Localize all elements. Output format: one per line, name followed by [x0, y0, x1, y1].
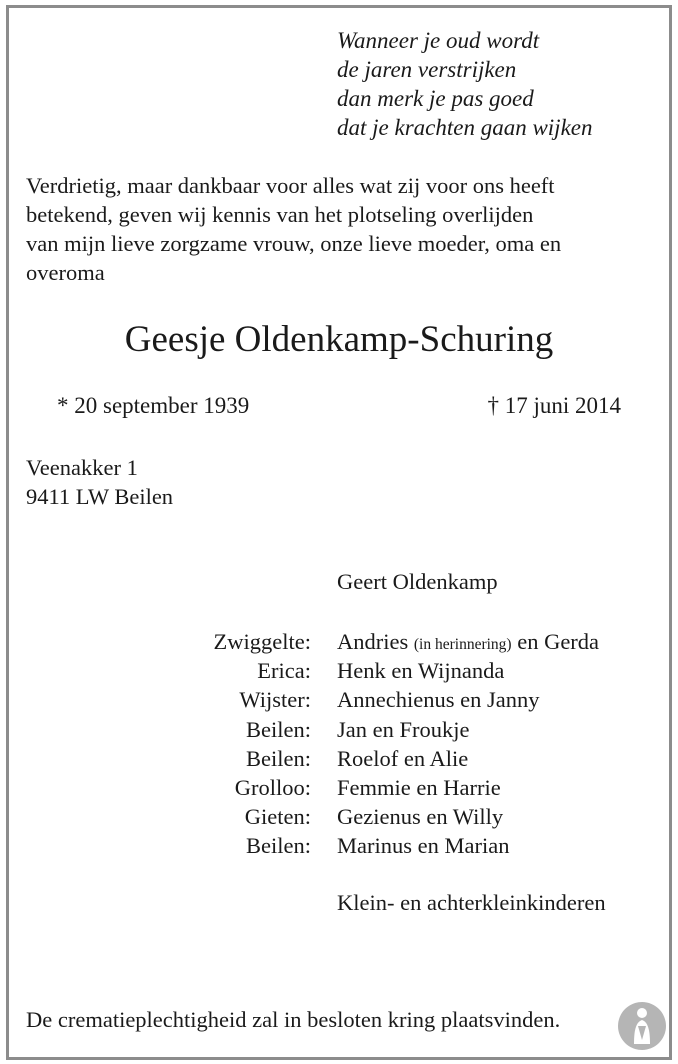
family-row — [0, 802, 678, 831]
family-place: Wijster: — [239, 687, 311, 713]
family-place: Grolloo: — [234, 774, 311, 800]
family-list — [0, 627, 678, 861]
poem-line: Wanneer je oud wordt — [337, 28, 540, 53]
family-place: Gieten: — [244, 804, 311, 830]
family-row — [0, 715, 678, 744]
family-names: Roelof en Alie — [337, 745, 469, 771]
family-row — [0, 656, 678, 685]
address-street: Veenakker 1 — [26, 455, 138, 480]
family-names — [337, 627, 599, 659]
poem-line: dat je krachten gaan wijken — [337, 115, 593, 140]
family-names: Jan en Froukje — [337, 716, 470, 742]
family-names: Gezienus en Willy — [337, 804, 504, 830]
family-names: Marinus en Marian — [337, 833, 510, 859]
birth-date: * 20 september 1939 — [57, 393, 250, 418]
family-names: Annechienus en Janny — [337, 687, 540, 713]
intro-text — [26, 171, 658, 287]
death-date: † 17 juni 2014 — [487, 393, 621, 418]
intro-line: overoma — [26, 260, 105, 285]
family-row — [0, 831, 678, 860]
family-row — [0, 627, 678, 656]
family-row — [0, 685, 678, 714]
deceased-name: Geesje Oldenkamp-Schuring — [124, 319, 554, 360]
memorial-logo-icon — [616, 1000, 668, 1052]
poem-line: de jaren verstrijken — [337, 57, 517, 82]
family-names: Femmie en Harrie — [337, 774, 501, 800]
family-place: Zwiggelte: — [213, 629, 311, 654]
closing-text: De crematieplechtigheid zal in besloten kring plaatsvinden. — [26, 1007, 561, 1032]
intro-line: Verdrietig, maar dankbaar voor alles wat zij voor ons heeft — [26, 173, 555, 198]
address-city: 9411 LW Beilen — [26, 484, 174, 509]
husband-name: Geert Oldenkamp — [337, 569, 498, 594]
family-name-first: Andries — [337, 629, 409, 654]
family-place: Beilen: — [246, 745, 311, 771]
family-name-rest: en Gerda — [517, 629, 600, 654]
grandchildren: Klein- en achterkleinkinderen — [337, 890, 606, 915]
intro-line: van mijn lieve zorgzame vrouw, onze lieve moeder, oma en — [26, 231, 562, 256]
address — [26, 453, 173, 511]
poem — [337, 26, 593, 142]
intro-line: betekend, geven wij kennis van het plotseling overlijden — [26, 202, 534, 227]
family-row — [0, 744, 678, 773]
family-place: Erica: — [257, 658, 311, 684]
family-place: Beilen: — [246, 716, 311, 742]
family-names: Henk en Wijnanda — [337, 658, 505, 684]
family-row — [0, 773, 678, 802]
family-place: Beilen: — [246, 833, 311, 859]
poem-line: dan merk je pas goed — [337, 86, 534, 111]
family-memorial-note: (in herinnering) — [413, 636, 512, 653]
